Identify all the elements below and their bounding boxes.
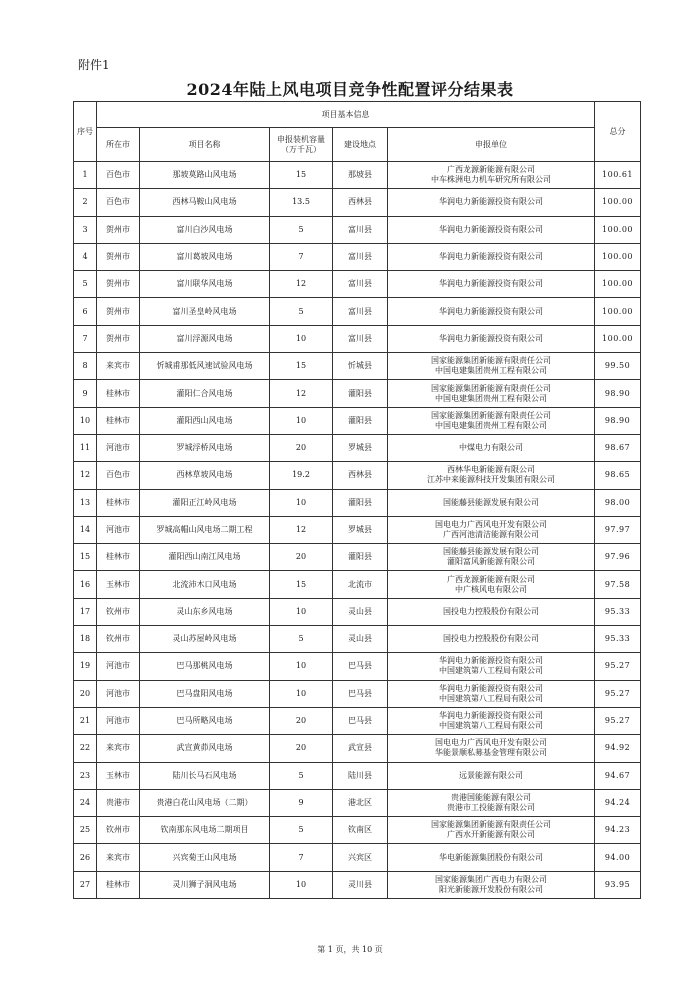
cell-city: 桂林市: [97, 489, 140, 516]
cell-seq: 5: [74, 271, 97, 298]
cell-location: 灌阳县: [333, 489, 388, 516]
document-title: 2024年陆上风电项目竞争性配置评分结果表: [186, 80, 514, 99]
cell-score: 97.96: [595, 544, 641, 571]
cell-city: 桂林市: [97, 544, 140, 571]
cell-city: 百色市: [97, 189, 140, 216]
table-row: [74, 298, 641, 325]
cell-applicant: [388, 216, 595, 243]
cell-applicant: [388, 735, 595, 762]
cell-project: 兴宾菊王山风电场: [140, 844, 270, 871]
cell-location: 灵川县: [333, 871, 388, 898]
table-row: [74, 871, 641, 898]
cell-city: 贺州市: [97, 243, 140, 270]
cell-project: 北流沛木口风电场: [140, 571, 270, 598]
header-group: 项目基本信息: [97, 102, 595, 128]
cell-score: 98.90: [595, 380, 641, 407]
cell-capacity: 5: [270, 298, 333, 325]
applicant-name: 国投电力控股股份有限公司: [443, 606, 539, 616]
table-row: [74, 762, 641, 789]
cell-applicant: [388, 243, 595, 270]
cell-location: 灵山县: [333, 626, 388, 653]
cell-capacity: 10: [270, 489, 333, 516]
cell-applicant: [388, 516, 595, 543]
cell-project: 富川浮源风电场: [140, 325, 270, 352]
cell-score: 93.95: [595, 871, 641, 898]
table-row: [74, 489, 641, 516]
cell-project: 巴马所略风电场: [140, 707, 270, 734]
table-row: [74, 189, 641, 216]
cell-applicant: [388, 407, 595, 434]
cell-seq: 1: [74, 162, 97, 189]
cell-score: 97.58: [595, 571, 641, 598]
cell-applicant: [388, 462, 595, 489]
cell-capacity: 10: [270, 653, 333, 680]
table-row: [74, 353, 641, 380]
cell-location: 富川县: [333, 271, 388, 298]
cell-project: 巴马盘阳风电场: [140, 680, 270, 707]
cell-location: 武宣县: [333, 735, 388, 762]
cell-city: 来宾市: [97, 735, 140, 762]
cell-city: 桂林市: [97, 407, 140, 434]
cell-location: 灌阳县: [333, 544, 388, 571]
cell-seq: 8: [74, 353, 97, 380]
cell-city: 桂林市: [97, 380, 140, 407]
cell-applicant: [388, 680, 595, 707]
cell-project: 陆川长马石风电场: [140, 762, 270, 789]
cell-city: 河池市: [97, 516, 140, 543]
cell-city: 贵港市: [97, 789, 140, 816]
cell-project: 忻城甫那低风速试验风电场: [140, 353, 270, 380]
applicant-name: 中国建筑第八工程局有限公司: [439, 693, 543, 703]
cell-seq: 9: [74, 380, 97, 407]
cell-project: 富川葛坡风电场: [140, 243, 270, 270]
cell-seq: 6: [74, 298, 97, 325]
cell-project: 罗城高帽山风电场二期工程: [140, 516, 270, 543]
cell-city: 玉林市: [97, 762, 140, 789]
cell-applicant: [388, 598, 595, 625]
cell-project: 灵山东乡风电场: [140, 598, 270, 625]
table-row: [74, 434, 641, 461]
cell-capacity: 20: [270, 434, 333, 461]
applicant-name: 国能藤县能源发展有限公司: [443, 547, 539, 557]
applicant-name: 华润电力新能源投资有限公司: [439, 656, 543, 666]
applicant-name: 西林华电新能源有限公司: [447, 465, 535, 475]
applicant-name: 国家能源集团新能源有限责任公司: [431, 410, 551, 420]
cell-applicant: [388, 189, 595, 216]
applicant-name: 华电新能源集团股份有限公司: [439, 852, 543, 862]
cell-seq: 19: [74, 653, 97, 680]
applicant-name: 广西龙源新能源有限公司: [447, 165, 535, 175]
cell-seq: 25: [74, 817, 97, 844]
cell-city: 贺州市: [97, 271, 140, 298]
cell-seq: 2: [74, 189, 97, 216]
applicant-name: 中国电建集团贵州工程有限公司: [435, 393, 547, 403]
cell-applicant: [388, 271, 595, 298]
cell-score: 94.23: [595, 817, 641, 844]
header-capacity: 申报装机容量（万千瓦）: [270, 128, 333, 162]
header-location: 建设地点: [333, 128, 388, 162]
cell-score: 100.61: [595, 162, 641, 189]
applicant-name: 华润电力新能源投资有限公司: [439, 224, 543, 234]
cell-city: 钦州市: [97, 817, 140, 844]
applicant-name: 国电电力广西风电开发有限公司: [435, 738, 547, 748]
applicant-name: 贵港市工投能源有限公司: [447, 802, 535, 812]
applicant-name: 中广核风电有限公司: [455, 584, 527, 594]
cell-location: 港北区: [333, 789, 388, 816]
cell-city: 河池市: [97, 653, 140, 680]
applicant-name: 国家能源集团新能源有限责任公司: [431, 820, 551, 830]
cell-project: 灵山苏屋岭风电场: [140, 626, 270, 653]
cell-score: 98.67: [595, 434, 641, 461]
table-row: [74, 162, 641, 189]
applicant-name: 广西龙源新能源有限公司: [447, 574, 535, 584]
cell-project: 灌阳西山风电场: [140, 407, 270, 434]
cell-seq: 27: [74, 871, 97, 898]
cell-applicant: [388, 817, 595, 844]
cell-applicant: [388, 844, 595, 871]
score-table: [73, 101, 641, 899]
cell-seq: 17: [74, 598, 97, 625]
applicant-name: 国投电力控股股份有限公司: [443, 634, 539, 644]
cell-capacity: 20: [270, 735, 333, 762]
table-row: [74, 735, 641, 762]
cell-capacity: 5: [270, 216, 333, 243]
applicant-name: 中国建筑第八工程局有限公司: [439, 721, 543, 731]
cell-location: 陆川县: [333, 762, 388, 789]
table-row: [74, 407, 641, 434]
applicant-name: 远景能源有限公司: [459, 770, 523, 780]
attachment-label: 附件1: [78, 58, 110, 72]
cell-seq: 24: [74, 789, 97, 816]
table-row: [74, 626, 641, 653]
cell-city: 钦州市: [97, 598, 140, 625]
cell-capacity: 7: [270, 844, 333, 871]
applicant-name: 华能景顺私募基金管理有限公司: [435, 748, 547, 758]
cell-applicant: [388, 544, 595, 571]
cell-location: 罗城县: [333, 434, 388, 461]
cell-capacity: 10: [270, 871, 333, 898]
cell-location: 罗城县: [333, 516, 388, 543]
cell-location: 北流市: [333, 571, 388, 598]
cell-capacity: 10: [270, 407, 333, 434]
cell-seq: 12: [74, 462, 97, 489]
applicant-name: 广西河池清洁能源有限公司: [443, 530, 539, 539]
applicant-name: 国能藤县能源发展有限公司: [443, 497, 539, 507]
cell-capacity: 20: [270, 544, 333, 571]
cell-applicant: [388, 489, 595, 516]
cell-project: 贵港白花山风电场（二期）: [140, 789, 270, 816]
cell-seq: 26: [74, 844, 97, 871]
cell-applicant: [388, 298, 595, 325]
cell-score: 95.33: [595, 598, 641, 625]
cell-seq: 16: [74, 571, 97, 598]
cell-score: 100.00: [595, 189, 641, 216]
cell-score: 94.92: [595, 735, 641, 762]
applicant-name: 华润电力新能源投资有限公司: [439, 711, 543, 721]
cell-score: 94.24: [595, 789, 641, 816]
cell-city: 桂林市: [97, 871, 140, 898]
cell-location: 灌阳县: [333, 380, 388, 407]
cell-city: 河池市: [97, 434, 140, 461]
cell-seq: 13: [74, 489, 97, 516]
cell-seq: 21: [74, 707, 97, 734]
applicant-name: 国家能源集团新能源有限责任公司: [431, 383, 551, 393]
cell-score: 100.00: [595, 271, 641, 298]
cell-seq: 14: [74, 516, 97, 543]
cell-location: 兴宾区: [333, 844, 388, 871]
applicant-name: 国电电力广西风电开发有限公司: [435, 520, 547, 529]
cell-location: 西林县: [333, 462, 388, 489]
applicant-name: 江苏中来能源科技开发集团有限公司: [427, 475, 555, 485]
header-seq: 序号: [74, 102, 97, 162]
cell-capacity: 15: [270, 162, 333, 189]
cell-capacity: 5: [270, 626, 333, 653]
cell-seq: 23: [74, 762, 97, 789]
cell-seq: 22: [74, 735, 97, 762]
cell-capacity: 12: [270, 380, 333, 407]
cell-seq: 7: [74, 325, 97, 352]
applicant-name: 中煤电力有限公司: [459, 443, 523, 453]
cell-capacity: 15: [270, 571, 333, 598]
table-body: [74, 162, 641, 899]
applicant-name: 华润电力新能源投资有限公司: [439, 252, 543, 262]
cell-location: 富川县: [333, 325, 388, 352]
cell-capacity: 10: [270, 325, 333, 352]
cell-location: 巴马县: [333, 653, 388, 680]
cell-capacity: 20: [270, 707, 333, 734]
applicant-name: 华润电力新能源投资有限公司: [439, 333, 543, 343]
table-row: [74, 844, 641, 871]
cell-capacity: 10: [270, 680, 333, 707]
cell-score: 94.00: [595, 844, 641, 871]
table-row: [74, 325, 641, 352]
cell-location: 巴马县: [333, 680, 388, 707]
table-row: [74, 544, 641, 571]
cell-capacity: 9: [270, 789, 333, 816]
applicant-name: 国家能源集团新能源有限责任公司: [431, 356, 551, 366]
cell-city: 钦州市: [97, 626, 140, 653]
cell-city: 百色市: [97, 162, 140, 189]
cell-score: 98.65: [595, 462, 641, 489]
cell-score: 100.00: [595, 298, 641, 325]
table-row: [74, 380, 641, 407]
cell-project: 富川圣皇岭风电场: [140, 298, 270, 325]
cell-project: 那坡莫路山风电场: [140, 162, 270, 189]
cell-applicant: [388, 380, 595, 407]
cell-capacity: 15: [270, 353, 333, 380]
applicant-name: 华润电力新能源投资有限公司: [439, 279, 543, 289]
cell-score: 95.27: [595, 680, 641, 707]
cell-city: 玉林市: [97, 571, 140, 598]
table-row: [74, 271, 641, 298]
cell-location: 富川县: [333, 216, 388, 243]
applicant-name: 国家能源集团广西电力有限公司: [435, 874, 547, 884]
cell-project: 灌阳西山南江风电场: [140, 544, 270, 571]
cell-score: 95.33: [595, 626, 641, 653]
cell-capacity: 19.2: [270, 462, 333, 489]
cell-project: 灌阳仁合风电场: [140, 380, 270, 407]
cell-location: 忻城县: [333, 353, 388, 380]
cell-city: 贺州市: [97, 216, 140, 243]
cell-applicant: [388, 353, 595, 380]
cell-applicant: [388, 434, 595, 461]
cell-score: 98.00: [595, 489, 641, 516]
cell-seq: 4: [74, 243, 97, 270]
applicant-name: 贵港国能能源有限公司: [451, 792, 531, 802]
applicant-name: 中国电建集团贵州工程有限公司: [435, 420, 547, 430]
cell-applicant: [388, 325, 595, 352]
header-applicant: 申报单位: [388, 128, 595, 162]
cell-city: 百色市: [97, 462, 140, 489]
cell-location: 富川县: [333, 243, 388, 270]
cell-city: 河池市: [97, 680, 140, 707]
cell-seq: 11: [74, 434, 97, 461]
cell-project: 西林马鞍山风电场: [140, 189, 270, 216]
applicant-name: 灌阳富风新能源有限公司: [447, 557, 535, 567]
cell-location: 灌阳县: [333, 407, 388, 434]
cell-capacity: 12: [270, 516, 333, 543]
applicant-name: 阳光新能源开发股份有限公司: [439, 884, 543, 894]
header-project: 项目名称: [140, 128, 270, 162]
cell-project: 罗城浮桥风电场: [140, 434, 270, 461]
table-row: [74, 789, 641, 816]
cell-project: 富川白沙风电场: [140, 216, 270, 243]
table-row: [74, 571, 641, 598]
applicant-name: 中国电建集团贵州工程有限公司: [435, 366, 547, 376]
cell-seq: 20: [74, 680, 97, 707]
cell-applicant: [388, 871, 595, 898]
cell-location: 灵山县: [333, 598, 388, 625]
cell-city: 来宾市: [97, 353, 140, 380]
cell-applicant: [388, 653, 595, 680]
applicant-name: 中国建筑第八工程局有限公司: [439, 666, 543, 676]
applicant-name: 广西水开新能源有限公司: [447, 830, 535, 840]
cell-city: 贺州市: [97, 298, 140, 325]
cell-score: 99.50: [595, 353, 641, 380]
cell-city: 河池市: [97, 707, 140, 734]
applicant-name: 华润电力新能源投资有限公司: [439, 197, 543, 207]
cell-project: 巴马那桃风电场: [140, 653, 270, 680]
table-row: [74, 598, 641, 625]
cell-seq: 18: [74, 626, 97, 653]
cell-capacity: 13.5: [270, 189, 333, 216]
cell-project: 灵川狮子洞风电场: [140, 871, 270, 898]
table-row: [74, 653, 641, 680]
table-row: [74, 216, 641, 243]
cell-applicant: [388, 762, 595, 789]
cell-location: 西林县: [333, 189, 388, 216]
cell-location: 钦南区: [333, 817, 388, 844]
cell-applicant: [388, 707, 595, 734]
cell-applicant: [388, 162, 595, 189]
cell-location: 巴马县: [333, 707, 388, 734]
table-row: [74, 707, 641, 734]
cell-score: 97.97: [595, 516, 641, 543]
cell-capacity: 12: [270, 271, 333, 298]
cell-score: 100.00: [595, 216, 641, 243]
page-footer: 第 1 页，共 10 页: [317, 945, 383, 954]
table-row: [74, 680, 641, 707]
cell-project: 灌阳正江岭风电场: [140, 489, 270, 516]
cell-city: 贺州市: [97, 325, 140, 352]
cell-location: 那坡县: [333, 162, 388, 189]
table-row: [74, 817, 641, 844]
cell-seq: 3: [74, 216, 97, 243]
table-row: [74, 462, 641, 489]
cell-applicant: [388, 571, 595, 598]
cell-applicant: [388, 789, 595, 816]
applicant-name: 中车株洲电力机车研究所有限公司: [431, 175, 551, 185]
cell-capacity: 7: [270, 243, 333, 270]
table-row: [74, 243, 641, 270]
cell-project: 武宣黄茆风电场: [140, 735, 270, 762]
cell-capacity: 10: [270, 598, 333, 625]
cell-seq: 10: [74, 407, 97, 434]
cell-capacity: 5: [270, 817, 333, 844]
cell-score: 100.00: [595, 243, 641, 270]
cell-applicant: [388, 626, 595, 653]
applicant-name: 华润电力新能源投资有限公司: [439, 683, 543, 693]
applicant-name: 华润电力新能源投资有限公司: [439, 306, 543, 316]
table-row: [74, 516, 641, 543]
cell-project: 富川联华风电场: [140, 271, 270, 298]
cell-project: 钦南那东风电场二期项目: [140, 817, 270, 844]
cell-capacity: 5: [270, 762, 333, 789]
header-score: 总分: [595, 102, 641, 162]
cell-score: 95.27: [595, 653, 641, 680]
cell-score: 98.90: [595, 407, 641, 434]
cell-project: 西林草坡风电场: [140, 462, 270, 489]
cell-seq: 15: [74, 544, 97, 571]
cell-score: 94.67: [595, 762, 641, 789]
cell-city: 来宾市: [97, 844, 140, 871]
cell-location: 富川县: [333, 298, 388, 325]
cell-score: 100.00: [595, 325, 641, 352]
cell-score: 95.27: [595, 707, 641, 734]
header-city: 所在市: [97, 128, 140, 162]
